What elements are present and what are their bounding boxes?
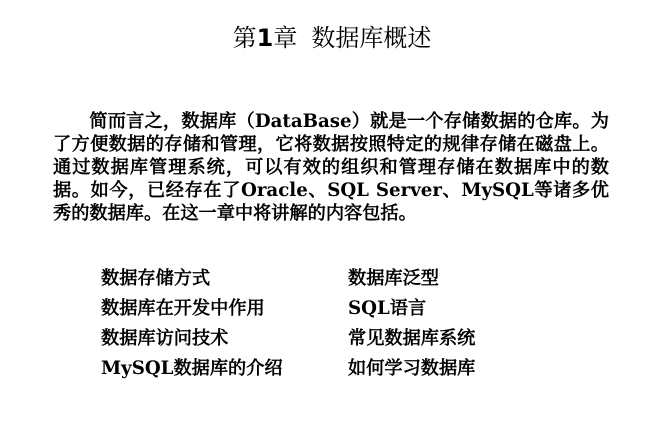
topic-item: 数据库访问技术 bbox=[101, 328, 229, 349]
topic-item: 数据库泛型 bbox=[348, 268, 439, 289]
chapter-title bbox=[0, 22, 664, 54]
topic-list bbox=[101, 264, 581, 384]
chapter-number: 1 bbox=[256, 24, 274, 52]
topic-item: 常见数据库系统 bbox=[348, 328, 476, 349]
topic-item: SQL语言 bbox=[348, 298, 427, 319]
topic-item: MySQL数据库的介绍 bbox=[101, 358, 283, 379]
chapter-name: 数据库概述 bbox=[311, 24, 432, 52]
chapter-suffix: 章 bbox=[273, 24, 298, 52]
topic-item: 数据库在开发中作用 bbox=[101, 298, 265, 319]
chapter-prefix: 第 bbox=[232, 24, 257, 52]
topic-item: 如何学习数据库 bbox=[348, 358, 476, 379]
intro-paragraph: 简而言之，数据库（DataBase）就是一个存储数据的仓库。为了方便数据的存储和管理，它将数据按照特定的规律存储在磁盘上。通过数据库管理系统，可以有效的组织和管理存储在数据库中的数据。如今，已经存在了Oracle、SQL Server、MySQL等诸多优秀的数据库。在这一章中将讲解的内容包括。 bbox=[53, 111, 609, 224]
topic-item: 数据存储方式 bbox=[101, 268, 211, 289]
